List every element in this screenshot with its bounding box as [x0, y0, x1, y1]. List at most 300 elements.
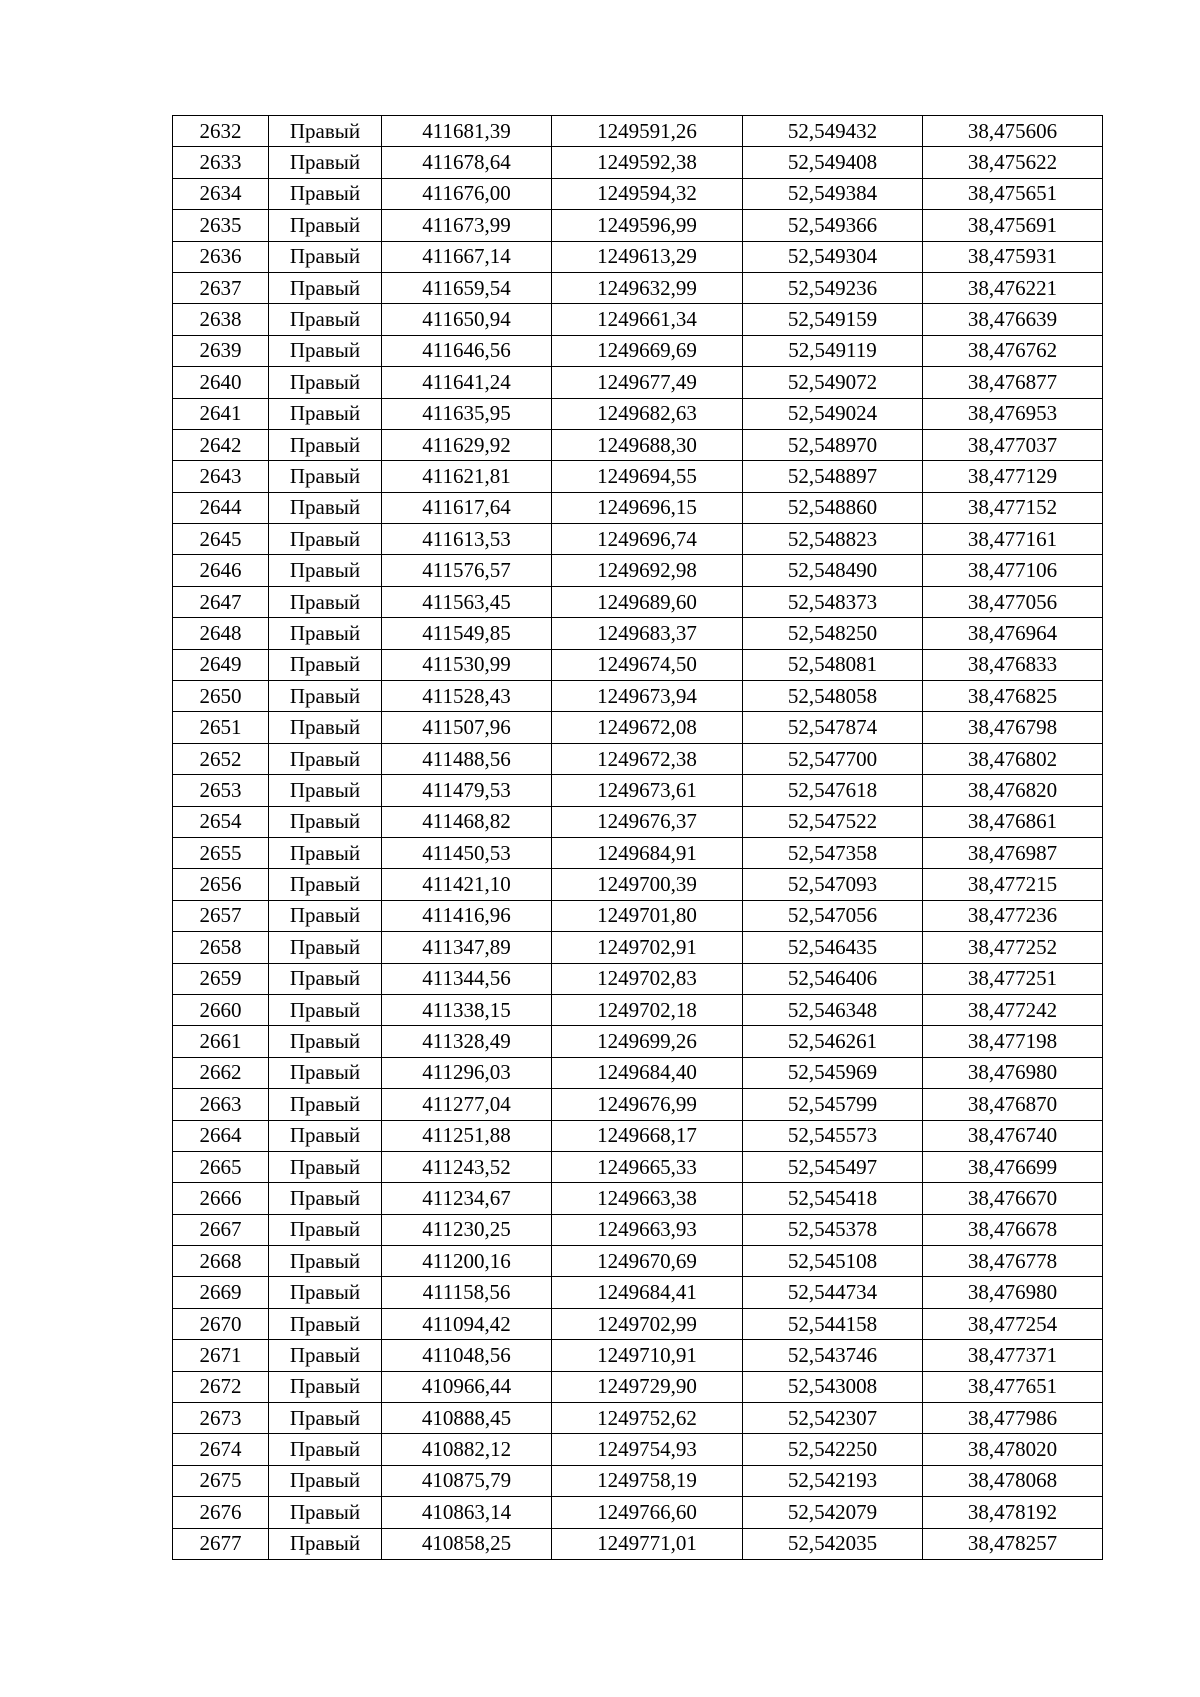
- cell-longitude: 38,477129: [923, 461, 1103, 492]
- cell-y: 1249701,80: [552, 900, 743, 931]
- cell-x: 411641,24: [382, 367, 552, 398]
- cell-side: Правый: [269, 837, 382, 868]
- cell-y: 1249771,01: [552, 1528, 743, 1559]
- cell-y: 1249729,90: [552, 1371, 743, 1402]
- cell-y: 1249702,18: [552, 994, 743, 1025]
- cell-longitude: 38,476870: [923, 1089, 1103, 1120]
- cell-point-number: 2673: [173, 1403, 269, 1434]
- table-row: [173, 241, 1103, 272]
- cell-point-number: 2640: [173, 367, 269, 398]
- table-row: [173, 1497, 1103, 1528]
- cell-x: 410875,79: [382, 1465, 552, 1496]
- cell-y: 1249752,62: [552, 1403, 743, 1434]
- table-row: [173, 775, 1103, 806]
- cell-latitude: 52,549408: [743, 147, 923, 178]
- cell-y: 1249702,91: [552, 932, 743, 963]
- cell-longitude: 38,476678: [923, 1214, 1103, 1245]
- cell-latitude: 52,544158: [743, 1308, 923, 1339]
- cell-side: Правый: [269, 147, 382, 178]
- cell-x: 411629,92: [382, 429, 552, 460]
- cell-point-number: 2665: [173, 1151, 269, 1182]
- cell-point-number: 2632: [173, 116, 269, 147]
- cell-latitude: 52,548490: [743, 555, 923, 586]
- cell-x: 411549,85: [382, 618, 552, 649]
- cell-point-number: 2648: [173, 618, 269, 649]
- cell-y: 1249694,55: [552, 461, 743, 492]
- cell-latitude: 52,549119: [743, 335, 923, 366]
- cell-y: 1249672,08: [552, 712, 743, 743]
- cell-y: 1249663,38: [552, 1183, 743, 1214]
- cell-side: Правый: [269, 1057, 382, 1088]
- cell-y: 1249696,15: [552, 492, 743, 523]
- cell-longitude: 38,476639: [923, 304, 1103, 335]
- cell-x: 411563,45: [382, 586, 552, 617]
- cell-y: 1249684,91: [552, 837, 743, 868]
- cell-latitude: 52,546348: [743, 994, 923, 1025]
- cell-side: Правый: [269, 649, 382, 680]
- cell-latitude: 52,542193: [743, 1465, 923, 1496]
- table-row: [173, 1183, 1103, 1214]
- cell-point-number: 2655: [173, 837, 269, 868]
- cell-side: Правый: [269, 1528, 382, 1559]
- cell-longitude: 38,477651: [923, 1371, 1103, 1402]
- cell-x: 410858,25: [382, 1528, 552, 1559]
- table-row: [173, 932, 1103, 963]
- cell-x: 411344,56: [382, 963, 552, 994]
- cell-latitude: 52,543008: [743, 1371, 923, 1402]
- cell-latitude: 52,548373: [743, 586, 923, 617]
- table-row: [173, 994, 1103, 1025]
- cell-x: 411681,39: [382, 116, 552, 147]
- cell-x: 411507,96: [382, 712, 552, 743]
- cell-x: 411659,54: [382, 272, 552, 303]
- cell-x: 411251,88: [382, 1120, 552, 1151]
- cell-latitude: 52,547700: [743, 743, 923, 774]
- cell-side: Правый: [269, 1403, 382, 1434]
- cell-x: 410888,45: [382, 1403, 552, 1434]
- cell-longitude: 38,476221: [923, 272, 1103, 303]
- cell-latitude: 52,549159: [743, 304, 923, 335]
- cell-latitude: 52,547874: [743, 712, 923, 743]
- cell-x: 411528,43: [382, 681, 552, 712]
- cell-longitude: 38,476798: [923, 712, 1103, 743]
- cell-longitude: 38,475691: [923, 210, 1103, 241]
- cell-longitude: 38,477986: [923, 1403, 1103, 1434]
- cell-longitude: 38,477056: [923, 586, 1103, 617]
- table-row: [173, 712, 1103, 743]
- cell-point-number: 2635: [173, 210, 269, 241]
- table-row: [173, 586, 1103, 617]
- cell-y: 1249676,99: [552, 1089, 743, 1120]
- table-row: [173, 1120, 1103, 1151]
- cell-side: Правый: [269, 1434, 382, 1465]
- cell-side: Правый: [269, 1308, 382, 1339]
- cell-side: Правый: [269, 398, 382, 429]
- coordinates-table: [172, 115, 1103, 1560]
- cell-y: 1249683,37: [552, 618, 743, 649]
- cell-y: 1249632,99: [552, 272, 743, 303]
- cell-latitude: 52,545799: [743, 1089, 923, 1120]
- cell-point-number: 2646: [173, 555, 269, 586]
- table-row: [173, 210, 1103, 241]
- cell-point-number: 2643: [173, 461, 269, 492]
- cell-point-number: 2666: [173, 1183, 269, 1214]
- cell-x: 411576,57: [382, 555, 552, 586]
- cell-longitude: 38,475931: [923, 241, 1103, 272]
- cell-side: Правый: [269, 241, 382, 272]
- cell-latitude: 52,545573: [743, 1120, 923, 1151]
- cell-point-number: 2659: [173, 963, 269, 994]
- cell-point-number: 2633: [173, 147, 269, 178]
- table-row: [173, 1277, 1103, 1308]
- cell-point-number: 2660: [173, 994, 269, 1025]
- table-row: [173, 555, 1103, 586]
- cell-side: Правый: [269, 555, 382, 586]
- cell-y: 1249663,93: [552, 1214, 743, 1245]
- cell-y: 1249692,98: [552, 555, 743, 586]
- cell-side: Правый: [269, 335, 382, 366]
- cell-y: 1249674,50: [552, 649, 743, 680]
- table-row: [173, 900, 1103, 931]
- table-row: [173, 1403, 1103, 1434]
- cell-latitude: 52,548823: [743, 524, 923, 555]
- cell-y: 1249592,38: [552, 147, 743, 178]
- cell-longitude: 38,478192: [923, 1497, 1103, 1528]
- table-row: [173, 1057, 1103, 1088]
- cell-x: 411646,56: [382, 335, 552, 366]
- cell-side: Правый: [269, 618, 382, 649]
- cell-latitude: 52,546261: [743, 1026, 923, 1057]
- cell-point-number: 2652: [173, 743, 269, 774]
- cell-point-number: 2663: [173, 1089, 269, 1120]
- cell-point-number: 2641: [173, 398, 269, 429]
- cell-latitude: 52,542250: [743, 1434, 923, 1465]
- table-row: [173, 806, 1103, 837]
- cell-x: 411621,81: [382, 461, 552, 492]
- cell-x: 411488,56: [382, 743, 552, 774]
- cell-side: Правый: [269, 775, 382, 806]
- cell-y: 1249673,61: [552, 775, 743, 806]
- cell-y: 1249700,39: [552, 869, 743, 900]
- cell-point-number: 2636: [173, 241, 269, 272]
- cell-side: Правый: [269, 994, 382, 1025]
- cell-side: Правый: [269, 304, 382, 335]
- cell-x: 411338,15: [382, 994, 552, 1025]
- table-row: [173, 837, 1103, 868]
- cell-point-number: 2656: [173, 869, 269, 900]
- cell-y: 1249594,32: [552, 178, 743, 209]
- cell-y: 1249668,17: [552, 1120, 743, 1151]
- cell-latitude: 52,547056: [743, 900, 923, 931]
- cell-longitude: 38,477161: [923, 524, 1103, 555]
- cell-point-number: 2649: [173, 649, 269, 680]
- cell-latitude: 52,548970: [743, 429, 923, 460]
- cell-y: 1249684,41: [552, 1277, 743, 1308]
- cell-y: 1249596,99: [552, 210, 743, 241]
- cell-longitude: 38,477106: [923, 555, 1103, 586]
- cell-point-number: 2638: [173, 304, 269, 335]
- table-row: [173, 335, 1103, 366]
- table-row: [173, 178, 1103, 209]
- cell-x: 411479,53: [382, 775, 552, 806]
- cell-longitude: 38,476670: [923, 1183, 1103, 1214]
- cell-longitude: 38,476964: [923, 618, 1103, 649]
- cell-longitude: 38,477037: [923, 429, 1103, 460]
- cell-x: 411421,10: [382, 869, 552, 900]
- cell-point-number: 2644: [173, 492, 269, 523]
- table-row: [173, 304, 1103, 335]
- cell-y: 1249758,19: [552, 1465, 743, 1496]
- cell-side: Правый: [269, 869, 382, 900]
- cell-side: Правый: [269, 1371, 382, 1402]
- cell-side: Правый: [269, 1183, 382, 1214]
- cell-latitude: 52,549304: [743, 241, 923, 272]
- cell-longitude: 38,476980: [923, 1277, 1103, 1308]
- cell-x: 411230,25: [382, 1214, 552, 1245]
- cell-x: 411673,99: [382, 210, 552, 241]
- cell-longitude: 38,476820: [923, 775, 1103, 806]
- table-row: [173, 618, 1103, 649]
- cell-longitude: 38,476762: [923, 335, 1103, 366]
- cell-y: 1249702,99: [552, 1308, 743, 1339]
- cell-x: 411450,53: [382, 837, 552, 868]
- cell-y: 1249696,74: [552, 524, 743, 555]
- cell-longitude: 38,476987: [923, 837, 1103, 868]
- cell-latitude: 52,548081: [743, 649, 923, 680]
- cell-latitude: 52,549024: [743, 398, 923, 429]
- table-row: [173, 1434, 1103, 1465]
- cell-side: Правый: [269, 1465, 382, 1496]
- cell-y: 1249689,60: [552, 586, 743, 617]
- cell-latitude: 52,549236: [743, 272, 923, 303]
- cell-latitude: 52,549432: [743, 116, 923, 147]
- cell-x: 411158,56: [382, 1277, 552, 1308]
- cell-latitude: 52,547358: [743, 837, 923, 868]
- cell-latitude: 52,548897: [743, 461, 923, 492]
- table-row: [173, 1246, 1103, 1277]
- cell-longitude: 38,478020: [923, 1434, 1103, 1465]
- cell-side: Правый: [269, 681, 382, 712]
- cell-point-number: 2677: [173, 1528, 269, 1559]
- cell-x: 411617,64: [382, 492, 552, 523]
- cell-x: 411200,16: [382, 1246, 552, 1277]
- cell-side: Правый: [269, 743, 382, 774]
- cell-side: Правый: [269, 1089, 382, 1120]
- table-row: [173, 147, 1103, 178]
- cell-longitude: 38,475622: [923, 147, 1103, 178]
- cell-latitude: 52,547093: [743, 869, 923, 900]
- cell-longitude: 38,476778: [923, 1246, 1103, 1277]
- cell-point-number: 2634: [173, 178, 269, 209]
- cell-y: 1249661,34: [552, 304, 743, 335]
- cell-latitude: 52,547522: [743, 806, 923, 837]
- cell-longitude: 38,477215: [923, 869, 1103, 900]
- cell-y: 1249665,33: [552, 1151, 743, 1182]
- cell-point-number: 2672: [173, 1371, 269, 1402]
- cell-side: Правый: [269, 1340, 382, 1371]
- cell-point-number: 2675: [173, 1465, 269, 1496]
- table-row: [173, 649, 1103, 680]
- cell-longitude: 38,477198: [923, 1026, 1103, 1057]
- cell-point-number: 2657: [173, 900, 269, 931]
- cell-longitude: 38,478068: [923, 1465, 1103, 1496]
- table-row: [173, 116, 1103, 147]
- cell-x: 411416,96: [382, 900, 552, 931]
- cell-longitude: 38,477371: [923, 1340, 1103, 1371]
- table-row: [173, 963, 1103, 994]
- cell-point-number: 2668: [173, 1246, 269, 1277]
- cell-y: 1249684,40: [552, 1057, 743, 1088]
- cell-longitude: 38,476861: [923, 806, 1103, 837]
- cell-side: Правый: [269, 210, 382, 241]
- table-row: [173, 869, 1103, 900]
- cell-side: Правый: [269, 524, 382, 555]
- cell-side: Правый: [269, 1214, 382, 1245]
- cell-latitude: 52,544734: [743, 1277, 923, 1308]
- cell-x: 411635,95: [382, 398, 552, 429]
- table-row: [173, 272, 1103, 303]
- cell-latitude: 52,545418: [743, 1183, 923, 1214]
- cell-y: 1249688,30: [552, 429, 743, 460]
- cell-latitude: 52,548860: [743, 492, 923, 523]
- cell-x: 411094,42: [382, 1308, 552, 1339]
- cell-point-number: 2650: [173, 681, 269, 712]
- cell-side: Правый: [269, 1246, 382, 1277]
- cell-x: 411277,04: [382, 1089, 552, 1120]
- cell-side: Правый: [269, 1497, 382, 1528]
- cell-x: 411296,03: [382, 1057, 552, 1088]
- cell-y: 1249613,29: [552, 241, 743, 272]
- cell-point-number: 2651: [173, 712, 269, 743]
- cell-latitude: 52,547618: [743, 775, 923, 806]
- cell-x: 411328,49: [382, 1026, 552, 1057]
- table-row: [173, 492, 1103, 523]
- table-row: [173, 1340, 1103, 1371]
- cell-x: 411530,99: [382, 649, 552, 680]
- cell-longitude: 38,476740: [923, 1120, 1103, 1151]
- cell-point-number: 2662: [173, 1057, 269, 1088]
- cell-side: Правый: [269, 1151, 382, 1182]
- cell-side: Правый: [269, 272, 382, 303]
- cell-side: Правый: [269, 116, 382, 147]
- cell-side: Правый: [269, 492, 382, 523]
- table-row: [173, 367, 1103, 398]
- cell-y: 1249669,69: [552, 335, 743, 366]
- cell-longitude: 38,478257: [923, 1528, 1103, 1559]
- table-row: [173, 429, 1103, 460]
- cell-point-number: 2676: [173, 1497, 269, 1528]
- cell-longitude: 38,477254: [923, 1308, 1103, 1339]
- cell-y: 1249677,49: [552, 367, 743, 398]
- table-row: [173, 1308, 1103, 1339]
- cell-point-number: 2637: [173, 272, 269, 303]
- cell-x: 411048,56: [382, 1340, 552, 1371]
- cell-y: 1249682,63: [552, 398, 743, 429]
- table-row: [173, 1089, 1103, 1120]
- cell-longitude: 38,475651: [923, 178, 1103, 209]
- cell-point-number: 2661: [173, 1026, 269, 1057]
- cell-y: 1249702,83: [552, 963, 743, 994]
- cell-side: Правый: [269, 429, 382, 460]
- cell-point-number: 2658: [173, 932, 269, 963]
- cell-point-number: 2642: [173, 429, 269, 460]
- table-row: [173, 1151, 1103, 1182]
- cell-longitude: 38,476980: [923, 1057, 1103, 1088]
- cell-x: 411468,82: [382, 806, 552, 837]
- cell-y: 1249672,38: [552, 743, 743, 774]
- cell-x: 410966,44: [382, 1371, 552, 1402]
- cell-y: 1249673,94: [552, 681, 743, 712]
- cell-y: 1249676,37: [552, 806, 743, 837]
- cell-latitude: 52,545969: [743, 1057, 923, 1088]
- cell-longitude: 38,477252: [923, 932, 1103, 963]
- cell-y: 1249754,93: [552, 1434, 743, 1465]
- table-row: [173, 398, 1103, 429]
- cell-side: Правый: [269, 1277, 382, 1308]
- cell-latitude: 52,545378: [743, 1214, 923, 1245]
- cell-point-number: 2667: [173, 1214, 269, 1245]
- cell-latitude: 52,542079: [743, 1497, 923, 1528]
- cell-x: 411650,94: [382, 304, 552, 335]
- cell-x: 411347,89: [382, 932, 552, 963]
- table-row: [173, 461, 1103, 492]
- cell-point-number: 2645: [173, 524, 269, 555]
- cell-longitude: 38,477251: [923, 963, 1103, 994]
- cell-y: 1249710,91: [552, 1340, 743, 1371]
- cell-point-number: 2654: [173, 806, 269, 837]
- cell-x: 410863,14: [382, 1497, 552, 1528]
- table-row: [173, 681, 1103, 712]
- cell-y: 1249591,26: [552, 116, 743, 147]
- cell-longitude: 38,476833: [923, 649, 1103, 680]
- cell-x: 411243,52: [382, 1151, 552, 1182]
- cell-latitude: 52,542307: [743, 1403, 923, 1434]
- cell-side: Правый: [269, 461, 382, 492]
- cell-side: Правый: [269, 367, 382, 398]
- cell-point-number: 2647: [173, 586, 269, 617]
- cell-latitude: 52,542035: [743, 1528, 923, 1559]
- table-row: [173, 1214, 1103, 1245]
- cell-latitude: 52,546435: [743, 932, 923, 963]
- cell-latitude: 52,549384: [743, 178, 923, 209]
- cell-longitude: 38,477236: [923, 900, 1103, 931]
- cell-longitude: 38,476802: [923, 743, 1103, 774]
- cell-x: 411678,64: [382, 147, 552, 178]
- cell-latitude: 52,548058: [743, 681, 923, 712]
- table-row: [173, 743, 1103, 774]
- cell-point-number: 2653: [173, 775, 269, 806]
- table-row: [173, 1371, 1103, 1402]
- cell-y: 1249699,26: [552, 1026, 743, 1057]
- cell-side: Правый: [269, 806, 382, 837]
- cell-latitude: 52,549366: [743, 210, 923, 241]
- cell-longitude: 38,476825: [923, 681, 1103, 712]
- cell-latitude: 52,545497: [743, 1151, 923, 1182]
- cell-latitude: 52,546406: [743, 963, 923, 994]
- cell-x: 411667,14: [382, 241, 552, 272]
- cell-side: Правый: [269, 932, 382, 963]
- cell-longitude: 38,476877: [923, 367, 1103, 398]
- cell-latitude: 52,545108: [743, 1246, 923, 1277]
- cell-longitude: 38,476699: [923, 1151, 1103, 1182]
- cell-side: Правый: [269, 712, 382, 743]
- coordinates-table-body: [173, 116, 1103, 1560]
- cell-longitude: 38,477152: [923, 492, 1103, 523]
- cell-side: Правый: [269, 1120, 382, 1151]
- cell-latitude: 52,543746: [743, 1340, 923, 1371]
- cell-longitude: 38,476953: [923, 398, 1103, 429]
- cell-side: Правый: [269, 900, 382, 931]
